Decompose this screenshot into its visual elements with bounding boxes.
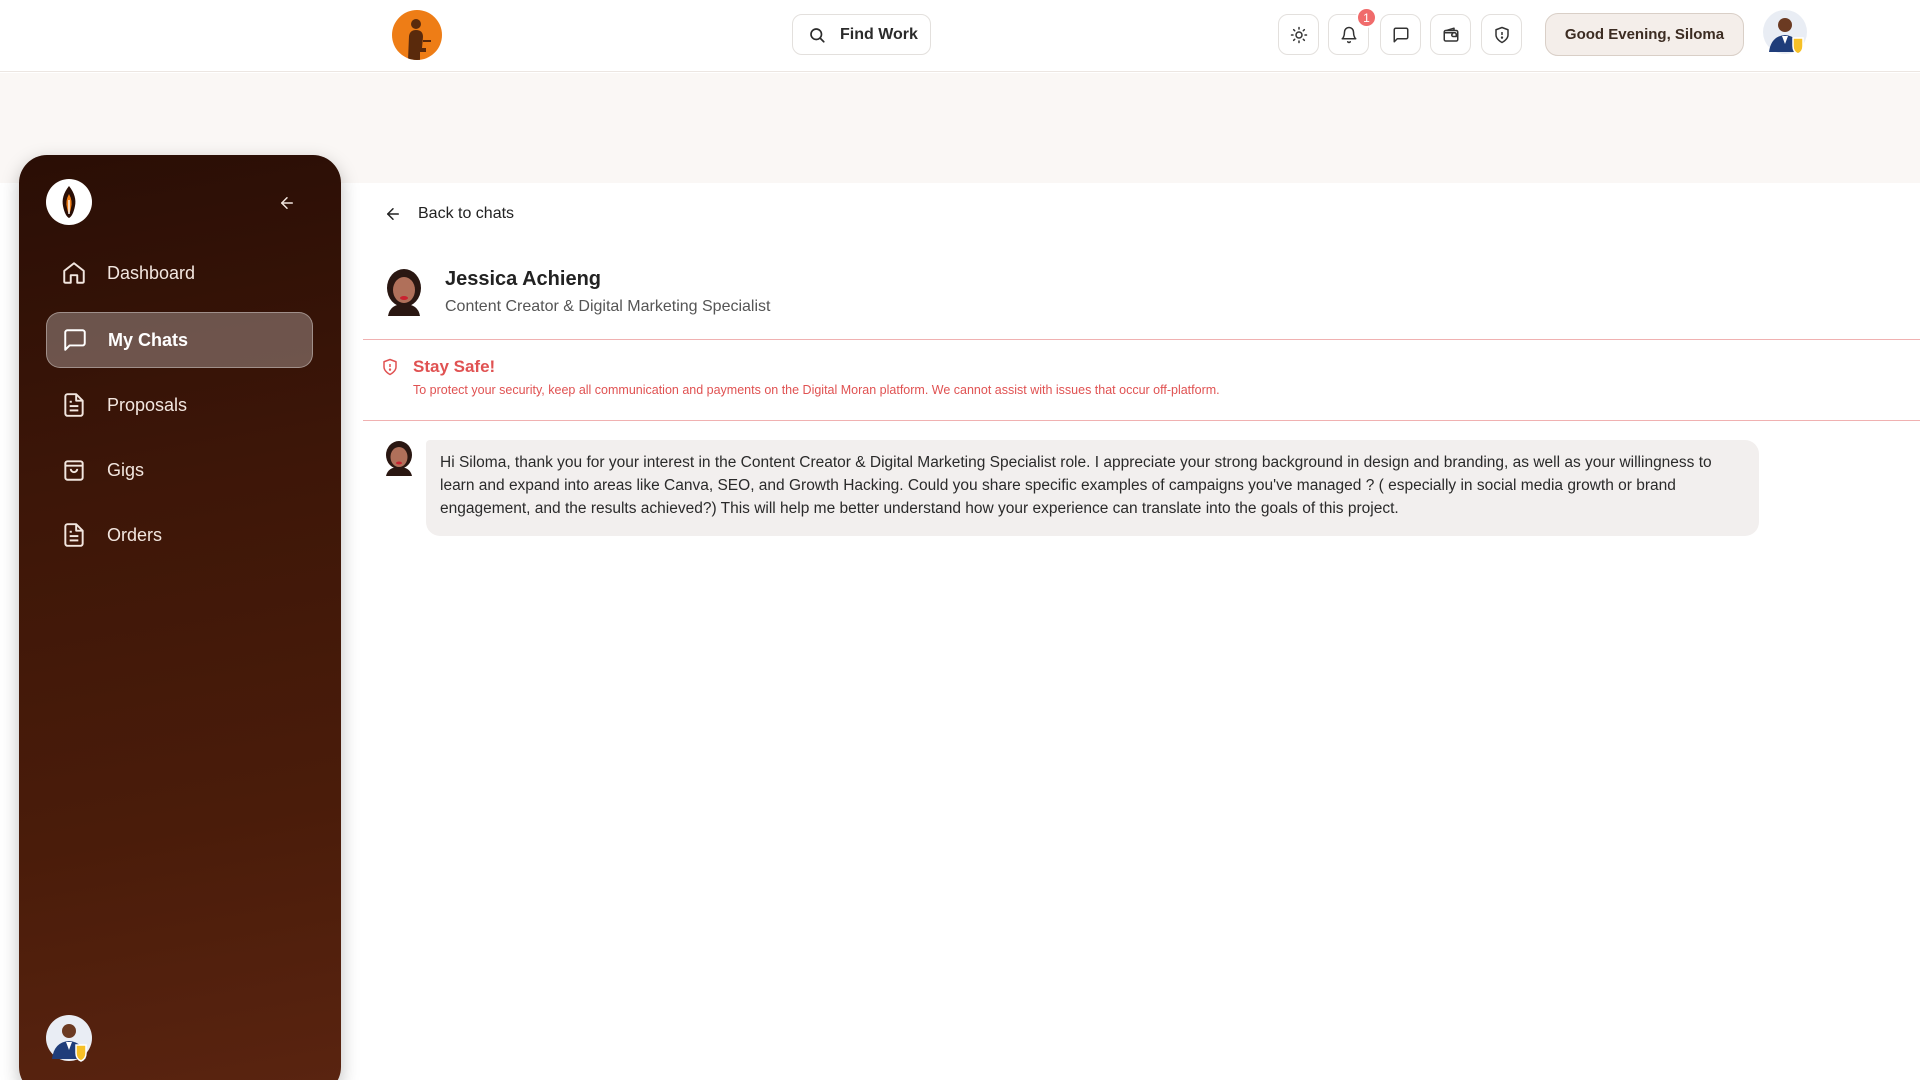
contact-name: Jessica Achieng bbox=[445, 268, 602, 290]
sidebar-item-label: Proposals bbox=[107, 394, 188, 415]
arrow-left-icon bbox=[384, 205, 402, 223]
flame-logo[interactable] bbox=[46, 179, 92, 225]
greeting-button[interactable]: Good Evening, Siloma bbox=[1545, 13, 1744, 56]
collapse-sidebar-button[interactable] bbox=[275, 191, 299, 215]
shopping-bag-icon bbox=[61, 457, 87, 483]
stay-safe-notice bbox=[363, 340, 1920, 420]
bell-icon bbox=[1340, 26, 1358, 44]
wallet-button[interactable] bbox=[1430, 14, 1471, 55]
stay-safe-title: Stay Safe! bbox=[413, 357, 496, 376]
sidebar-item-label: My Chats bbox=[108, 329, 189, 350]
sidebar-item-dashboard[interactable] bbox=[46, 245, 313, 301]
arrow-left-icon bbox=[278, 194, 296, 212]
divider bbox=[363, 420, 1920, 421]
search-icon bbox=[808, 26, 826, 44]
sidebar-item-proposals[interactable] bbox=[46, 377, 313, 433]
messages-button[interactable] bbox=[1380, 14, 1421, 55]
sidebar-item-orders[interactable] bbox=[46, 507, 313, 563]
back-to-chats-link[interactable] bbox=[384, 200, 514, 228]
sidebar-item-label: Dashboard bbox=[107, 262, 196, 283]
sun-icon bbox=[1290, 26, 1308, 44]
find-work-button[interactable] bbox=[792, 14, 931, 55]
sidebar-item-gigs[interactable] bbox=[46, 442, 313, 498]
file-text-icon bbox=[61, 392, 87, 418]
contact-avatar bbox=[382, 268, 426, 316]
sidebar-item-label: Gigs bbox=[107, 459, 145, 480]
sidebar-item-my-chats[interactable] bbox=[46, 312, 313, 368]
sidebar bbox=[19, 155, 341, 1080]
shield-alert-icon bbox=[381, 358, 399, 376]
freelancer-silhouette-logo[interactable] bbox=[392, 10, 442, 60]
message-bubble: Hi Siloma, thank you for your interest in the Content Creator & Digital Marketing Specialist role. I appreciate your strong background in design and branding, as well as your willingness to learn and expand into areas like Canva, SEO, and Growth Hacking. Could you share specific examples of campaigns you've managed ? ( especially in social media growth or brand engagement, and the results achieved?) This will help me better understand how your experience can translate into the goals of this project. bbox=[426, 440, 1759, 536]
stay-safe-text: To protect your security, keep all communication and payments on the Digital Moran platform. We cannot assist with issues that occur off-platform. bbox=[413, 383, 1220, 397]
back-to-chats-label: Back to chats bbox=[418, 205, 515, 222]
security-button[interactable] bbox=[1481, 14, 1522, 55]
home-icon bbox=[61, 260, 87, 286]
file-text-icon bbox=[61, 522, 87, 548]
notifications-button[interactable] bbox=[1328, 10, 1370, 55]
message-square-icon bbox=[62, 327, 88, 353]
find-work-label: Find Work bbox=[840, 25, 918, 43]
user-avatar[interactable] bbox=[1763, 10, 1808, 55]
sidebar-user-avatar[interactable] bbox=[46, 1015, 92, 1061]
top-bar bbox=[0, 0, 1920, 72]
chat-icon bbox=[1392, 26, 1410, 44]
theme-toggle-button[interactable] bbox=[1278, 14, 1319, 55]
notification-badge: 1 bbox=[1356, 7, 1377, 28]
message-sender-avatar bbox=[382, 440, 416, 476]
wallet-icon bbox=[1442, 26, 1460, 44]
contact-role: Content Creator & Digital Marketing Specialist bbox=[445, 298, 771, 315]
shield-icon bbox=[1493, 26, 1511, 44]
sidebar-item-label: Orders bbox=[107, 524, 163, 545]
